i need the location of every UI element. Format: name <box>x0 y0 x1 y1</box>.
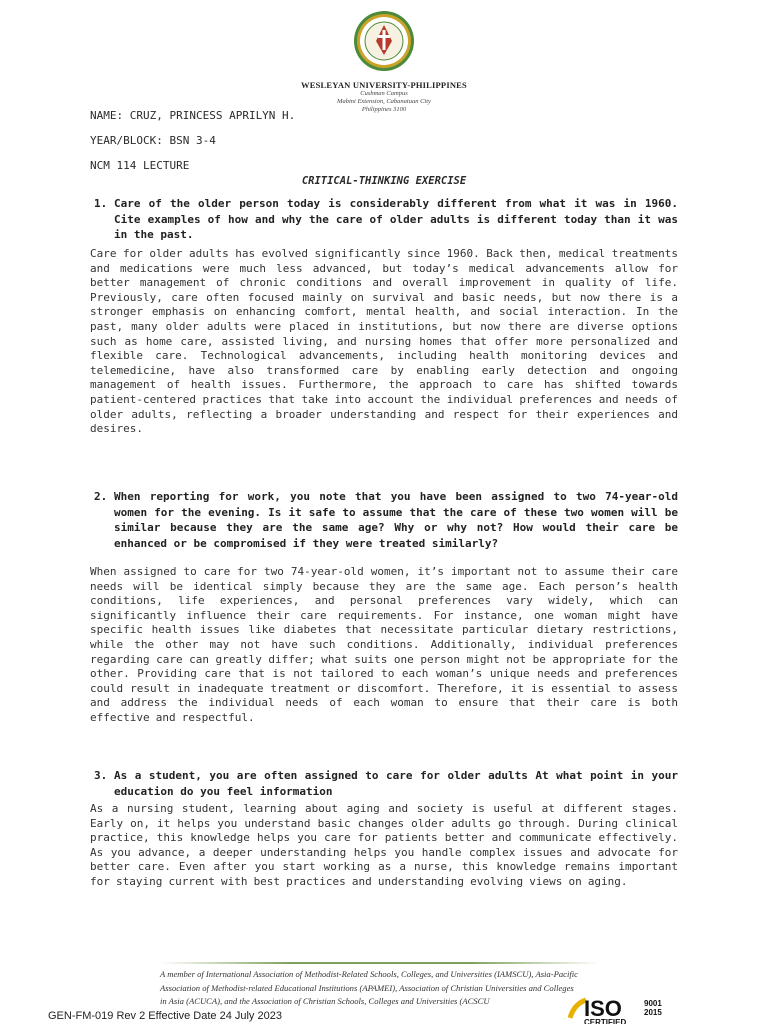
answer-2: When assigned to care for two 74-year-old women, it’s important not to assume their care needs will be identical simply because they are the same age. Each person’s health conditions, life experiences, and personal preferences vary widely, which can significantly influence their care requirements. For instance, one woman might have specific health issues like diabetes that necessitate particular dietary restrictions, while the other may not have such conditions. Additionally, individual preferences regarding care can greatly differ; what suits one person might not be appropriate for the other. Providing care that is not tailored to each woman’s unique needs and preferences could result in inadequate treatment or discomfort. Therefore, it is essential to assess and address the individual needs of each woman to ensure that their care is both effective and respectful. <box>90 565 678 724</box>
question-1 <box>94 196 678 243</box>
student-name: NAME: CRUZ, PRINCESS APRILYN H. <box>90 109 296 122</box>
membership-statement: A member of International Association of Methodist-Related Schools, Colleges, and Universities (IAMSCU), Asia-Pacific Association of Methodist-related Educational Institutions (APAMEI), Association of Christian Universities and Colleges in Asia (ACUCA), and the Association of Christian Schools, Colleges and Universities (ACSCU <box>160 969 578 1006</box>
question-number: 2. <box>94 490 108 503</box>
year-block: YEAR/BLOCK: BSN 3-4 <box>90 134 216 147</box>
question-text: When reporting for work, you note that you have been assigned to two 74-year-old women for the evening. Is it safe to assume that the care of these two women will be similar because they are the same age? Why or why not? How would their care be enhanced or be compromised if they were treated similarly? <box>114 490 678 550</box>
question-2 <box>94 489 678 551</box>
question-number: 3. <box>94 769 108 782</box>
answer-3: As a nursing student, learning about aging and society is useful at different stages. Early on, it helps you understand basic changes older adults go through. During clinical practice, this knowledge helps you care for patients better and communicate effectively. As you advance, a deeper understanding helps you handle complex issues and advocate for better care. Even after you start working as a nurse, this knowledge remains important for staying current with best practices and understanding evolving views on aging. <box>90 802 678 888</box>
campus-name: Cushman Campus <box>360 90 408 97</box>
answer-1: Care for older adults has evolved significantly since 1960. Back then, medical treatments and medications were much less advanced, but today’s medical advancements allow for better management of chronic conditions and overall improvement in quality of life. Previously, care often focused mainly on survival and basic needs, but now there is a stronger emphasis on enhancing comfort, mental health, and social interaction. In the past, many older adults were placed in institutions, but now there are diverse options such as home care, assisted living, and nursing homes that offer more personalized and flexible care. Technological advancements, including health monitoring devices and telemedicine, have also transformed care by enabling early detection and ongoing management of health issues. Furthermore, the approach to care has shifted towards patient-centered practices that take into account the individual preferences and needs of older adults, reflecting a broader understanding and respect for their experiences and desires. <box>90 247 678 436</box>
question-text: As a student, you are often assigned to care for older adults At what point in your education do you feel information <box>114 769 678 798</box>
iso-label: ISO <box>584 996 622 1021</box>
university-name: WESLEYAN UNIVERSITY-PHILIPPINES <box>301 80 467 90</box>
question-3 <box>94 768 678 799</box>
footer-divider <box>160 962 600 964</box>
address-line-1: Mabini Extension, Cabanatuan City <box>337 98 431 105</box>
course: NCM 114 LECTURE <box>90 159 190 172</box>
iso-year-1: 9001 <box>644 999 662 1008</box>
address-line-2: Philippines 3100 <box>361 106 407 113</box>
question-number: 1. <box>94 197 108 210</box>
form-code: GEN-FM-019 Rev 2 Effective Date 24 July 2023 <box>48 1010 282 1022</box>
student-info <box>90 108 295 183</box>
letterhead <box>0 10 768 114</box>
question-text: Care of the older person today is considerably different from what it was in 1960. Cite examples of how and why the care of older adults is different today than it was in the past. <box>114 197 678 241</box>
university-seal-icon <box>353 10 415 72</box>
iso-certified-badge-icon <box>568 994 708 1024</box>
exercise-title: CRITICAL-THINKING EXERCISE <box>301 175 467 187</box>
iso-year-2: 2015 <box>644 1008 662 1017</box>
iso-certified: CERTIFIED <box>584 1018 627 1024</box>
